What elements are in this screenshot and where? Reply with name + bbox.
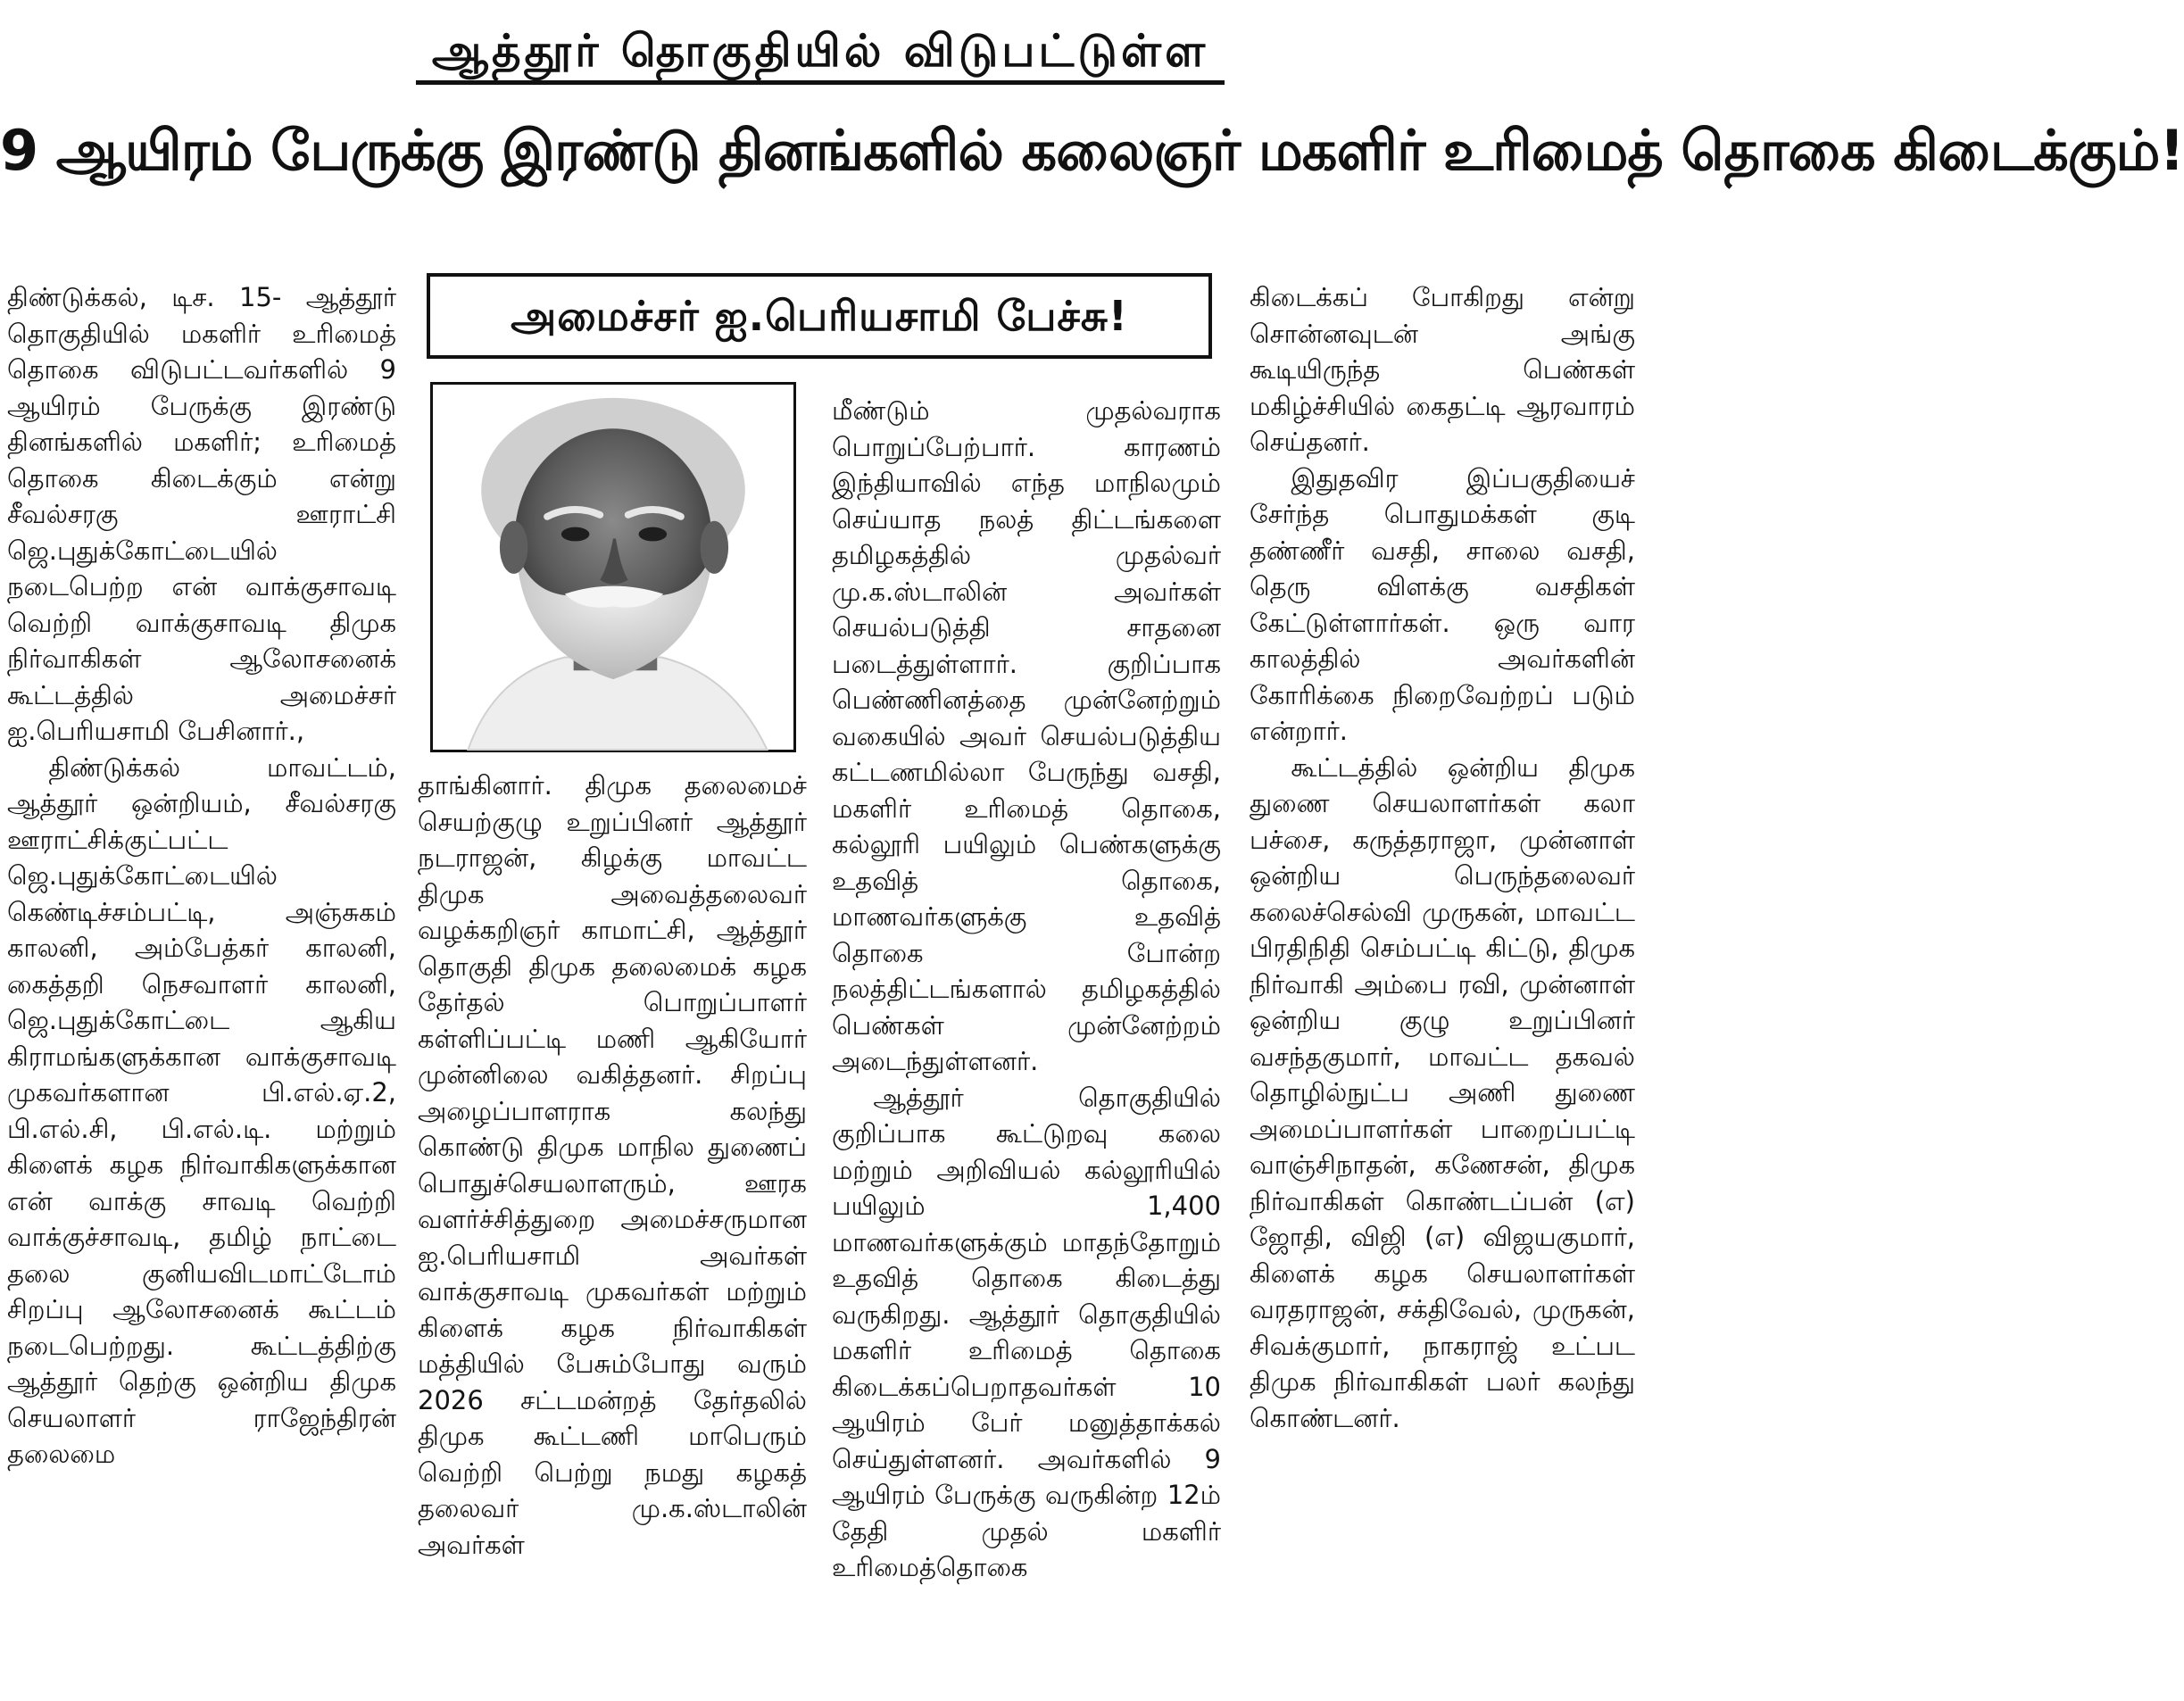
- article-column-2: [418, 768, 807, 1563]
- subheadline-box: [427, 273, 1212, 359]
- minister-photo: [430, 382, 796, 752]
- paragraph: கிடைக்கப் போகிறது என்று சொன்னவுடன் அங்கு கூடியிருந்த பெண்கள் மகிழ்ச்சியில் கைதட்டி ஆரவாரம் செய்தனர்.: [1250, 282, 1635, 457]
- paragraph: ஆத்தூர் தொகுதியில் குறிப்பாக கூட்டுறவு கலை மற்றும் அறிவியல் கல்லூரியில் பயிலும் 1,400 மாணவர்களுக்கும் மாதந்தோறும் உதவித் தொகை கிடைத்து வருகிறது. ஆத்தூர் தொகுதியில் மகளிர் உரிமைத் தொகை கிடைக்கப்பெறாதவர்கள் 10 ஆயிரம் பேர் மனுத்தாக்கல் செய்துள்ளனர். அவர்களில் 9 ஆயிரம் பேருக்கு வருகின்ற 12ம் தேதி முதல் மகளிர் உரிமைத்தொகை: [832, 1082, 1221, 1582]
- article-column-1: [7, 279, 396, 1473]
- main-headline: 9 ஆயிரம் பேருக்கு இரண்டு தினங்களில் கலைஞர் மகளிர் உரிமைத் தொகை கிடைக்கும்!: [0, 118, 2184, 183]
- paragraph: கூட்டத்தில் ஒன்றிய திமுக துணை செயலாளர்கள் கலா பச்சை, கருத்தராஜா, முன்னாள் ஒன்றிய பெருந்தலைவர் கலைச்செல்வி முருகன், மாவட்ட பிரதிநிதி செம்பட்டி கிட்டு, திமுக நிர்வாகி அம்பை ரவி, முன்னாள் ஒன்றிய குழு உறுப்பினர் வசந்தகுமார், மாவட்ட தகவல் தொழில்நுட்ப அணி துணை அமைப்பாளர்கள் பாறைப்பட்டி வாஞ்சிநாதன், கணேசன், திமுக நிர்வாகிகள் கொண்டப்பன் (எ) ஜோதி, விஜி (எ) விஜயகுமார், கிளைக் கழக செயலாளர்கள் வரதராஜன், சக்திவேல், முருகன், சிவக்குமார், நாகராஜ் உட்பட திமுக நிர்வாகிகள் பலர் கலந்து கொண்டனர்.: [1250, 751, 1635, 1433]
- paragraph: திண்டுக்கல், டிச. 15- ஆத்தூர் தொகுதியில் மகளிர் உரிமைத் தொகை விடுபட்டவர்களில் 9 ஆயிரம் பேருக்கு இரண்டு தினங்களில் மகளிர்; உரிமைத் தொகை கிடைக்கும் என்று சீவல்சரகு ஊராட்சி ஜெ.புதுக்கோட்டையில் நடைபெற்ற என் வாக்குசாவடி வெற்றி வாக்குசாவடி திமுக நிர்வாகிகள் ஆலோசனைக் கூட்டத்தில் அமைச்சர் ஐ.பெரியசாமி பேசினார்.,: [7, 282, 396, 746]
- paragraph: இதுதவிர இப்பகுதியைச் சேர்ந்த பொதுமக்கள் குடி தண்ணீர் வசதி, சாலை வசதி, தெரு விளக்கு வசதிகள் கேட்டுள்ளார்கள். ஒரு வார காலத்தில் அவர்களின் கோரிக்கை நிறைவேற்றப் படும் என்றார்.: [1250, 462, 1635, 746]
- kicker-text: ஆத்தூர் தொகுதியில் விடுபட்டுள்ள: [416, 25, 1225, 85]
- subheadline-text: அமைச்சர் ஐ.பெரியசாமி பேச்சு!: [511, 292, 1128, 340]
- paragraph: தாங்கினார். திமுக தலைமைச் செயற்குழு உறுப்பினர் ஆத்தூர் நடராஜன், கிழக்கு மாவட்ட திமுக அவைத்தலைவர் வழக்கறிஞர் காமாட்சி, ஆத்தூர் தொகுதி திமுக தலைமைக் கழக தேர்தல் பொறுப்பாளர் கள்ளிப்பட்டி மணி ஆகியோர் முன்னிலை வகித்தனர். சிறப்பு அழைப்பாளராக கலந்து கொண்டு திமுக மாநில துணைப் பொதுச்செயலாளரும், ஊரக வளர்ச்சித்துறை அமைச்சருமான ஐ.பெரியசாமி அவர்கள் வாக்குசாவடி முகவர்கள் மற்றும் கிளைக் கழக நிர்வாகிகள் மத்தியில் பேசும்போது வரும் 2026 சட்டமன்றத் தேர்தலில் திமுக கூட்டணி மாபெரும் வெற்றி பெற்று நமது கழகத் தலைவர் மு.க.ஸ்டாலின் அவர்கள்: [418, 770, 807, 1560]
- portrait-illustration: [433, 385, 793, 750]
- kicker-headline: [0, 25, 1640, 83]
- paragraph: மீண்டும் முதல்வராக பொறுப்பேற்பார். காரணம் இந்தியாவில் எந்த மாநிலமும் செய்யாத நலத் திட்டங்களை தமிழகத்தில் முதல்வர் மு.க.ஸ்டாலின் அவர்கள் செயல்படுத்தி சாதனை படைத்துள்ளார். குறிப்பாக பெண்ணினத்தை முன்னேற்றும் வகையில் அவர் செயல்படுத்திய கட்டணமில்லா பேருந்து வசதி, மகளிர் உரிமைத் தொகை, கல்லூரி பயிலும் பெண்களுக்கு உதவித் தொகை, மாணவர்களுக்கு உதவித் தொகை போன்ற நலத்திட்டங்களால் தமிழகத்தில் பெண்கள் முன்னேற்றம் அடைந்துள்ளனர்.: [832, 395, 1221, 1076]
- article-column-3: [832, 393, 1221, 1586]
- paragraph: திண்டுக்கல் மாவட்டம், ஆத்தூர் ஒன்றியம், சீவல்சரகு ஊராட்சிக்குட்பட்ட ஜெ.புதுக்கோட்டையில் கெண்டிச்சம்பட்டி, அஞ்சுகம் காலனி, அம்பேத்கர் காலனி, கைத்தறி நெசவாளர் காலனி, ஜெ.புதுக்கோட்டை ஆகிய கிராமங்களுக்கான வாக்குசாவடி முகவர்களான பி.எல்.ஏ.2, பி.எல்.சி, பி.எல்.டி. மற்றும் கிளைக் கழக நிர்வாகிகளுக்கான என் வாக்கு சாவடி வெற்றி வாக்குச்சாவடி, தமிழ் நாட்டை தலை குனியவிடமாட்டோம் சிறப்பு ஆலோசனைக் கூட்டம் நடைபெற்றது. கூட்டத்திற்கு ஆத்தூர் தெற்கு ஒன்றிய திமுக செயலாளர் ராஜேந்திரன் தலைமை: [7, 751, 396, 1469]
- article-column-4: [1250, 279, 1635, 1436]
